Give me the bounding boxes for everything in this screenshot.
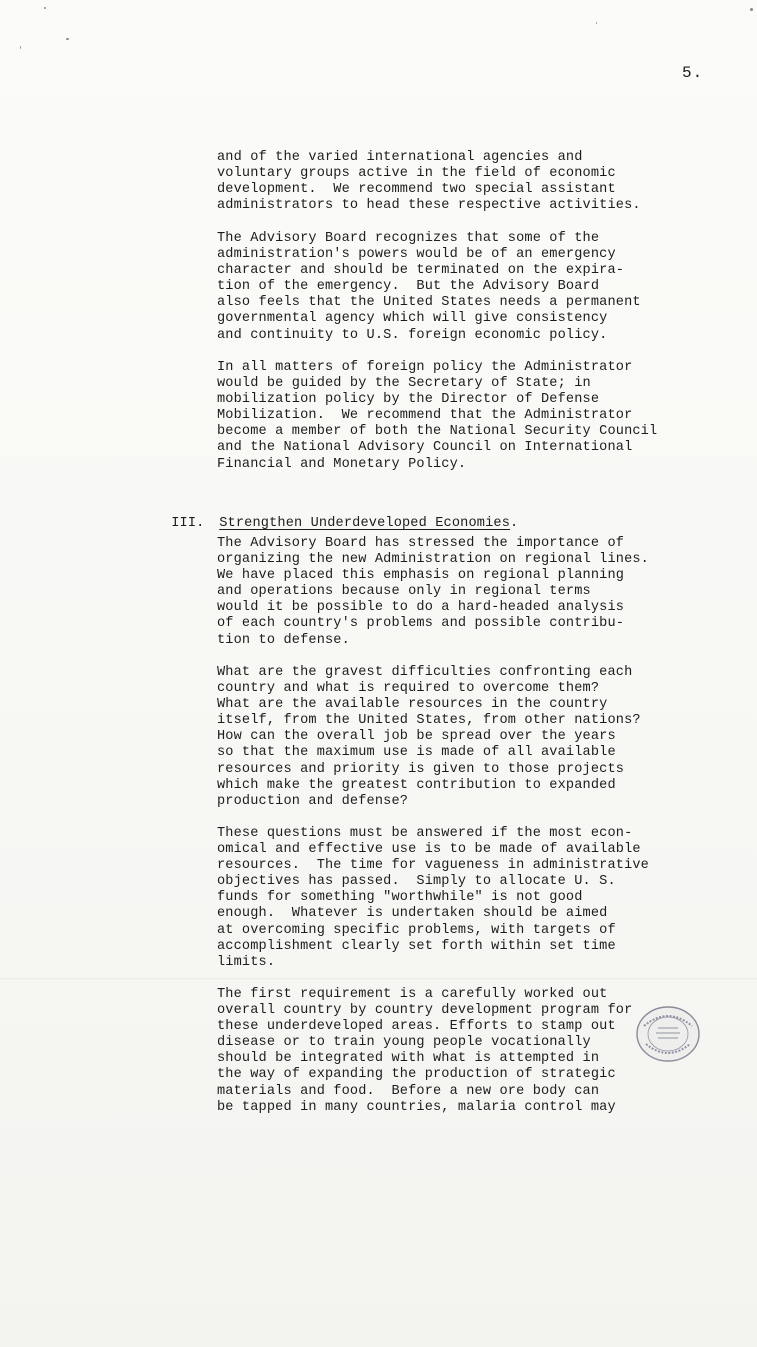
section-title-period: . (510, 516, 519, 531)
paragraph-foreign-policy: In all matters of foreign policy the Administrator would be guided by the Secretary of State; in mobilization policy by the Director of Defense Mobilization. We recommend that the Administrator become a member of both the National Security Council and the National Advisory Council on International Financial and Monetary Policy. (217, 360, 658, 472)
page-number: 5. (682, 64, 704, 82)
paper-speck (66, 38, 69, 40)
section-title: Strengthen Underdeveloped Economies (219, 516, 510, 531)
paper-fold-line (0, 978, 757, 980)
paragraph-continuation: and of the varied international agencies and voluntary groups active in the field of economic development. We recommend two special assistant administrators to head these respective activities. (217, 150, 641, 214)
paragraph-gravest-difficulties: What are the gravest difficulties confronting each country and what is required to overcome them? What are the available resources in the country itself, from the United States, from other nations? How can the overall job be spread over the years so that the maximum use is made of all available resources and priority is given to those projects which make the greatest contribution to expanded production and defense? (217, 665, 641, 809)
paragraph-questions: These questions must be answered if the most econ- omical and effective use is to be made of available resources. The time for vagueness in administrative objectives has passed. Simply to allocate U. S. funds for something "worthwhile" is not good enough. Whatever is undertaken should be aimed at overcoming specific problems, with targets of accomplishment clearly set forth within set time limits. (217, 826, 649, 970)
library-stamp-seal (634, 1004, 702, 1064)
paragraph-regional-lines: The Advisory Board has stressed the importance of organizing the new Administration on regional lines. We have placed this emphasis on regional planning and operations because only in regional terms would it be possible to do a hard-headed analysis of each country's problems and possible contribu- tion to defense. (217, 536, 649, 648)
section-numeral: III. (171, 516, 205, 531)
paper-speck (20, 46, 21, 49)
paper-speck (596, 22, 597, 24)
paragraph-first-requirement: The first requirement is a carefully worked out overall country by country development program for these underdeveloped areas. Efforts to stamp out disease or to train young people vocationally should be integrated with what is attempted in the way of expanding the production of strategic materials and food. Before a new ore body can be tapped in many countries, malaria control may (217, 987, 633, 1115)
paper-speck (44, 7, 46, 9)
paragraph-advisory-board-emergency: The Advisory Board recognizes that some of the administration's powers would be of an emergency character and should be terminated on the expira- tion of the emergency. But the Advisory Board also feels that the United States needs a permanent governmental agency which will give consistency and continuity to U.S. foreign economic policy. (217, 231, 641, 343)
paper-speck (750, 8, 753, 11)
